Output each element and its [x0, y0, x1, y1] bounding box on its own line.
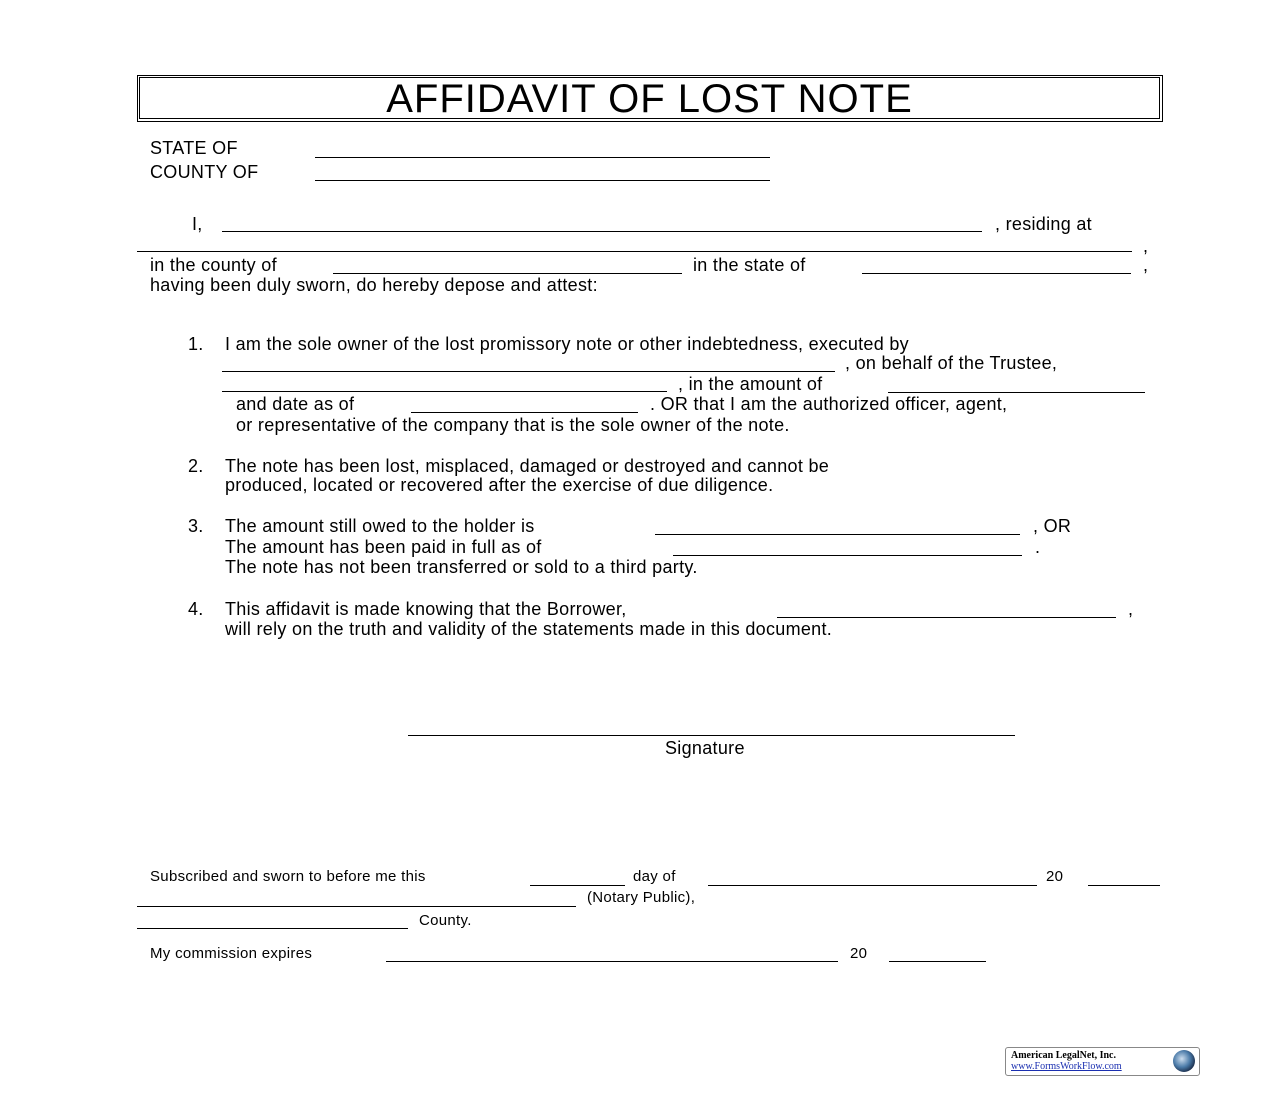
item1-text: . OR that I am the authorized officer, agent,: [650, 394, 1008, 414]
county-label: COUNTY OF: [150, 162, 259, 182]
day-of-label: day of: [633, 868, 676, 885]
notary-name-field[interactable]: [137, 906, 576, 907]
year-field[interactable]: [1088, 885, 1160, 886]
signature-label: Signature: [665, 738, 745, 758]
address-field[interactable]: [137, 251, 1132, 252]
i-label: I,: [192, 214, 203, 234]
commission-date-field[interactable]: [386, 961, 838, 962]
item3-text: The amount still owed to the holder is: [225, 516, 535, 536]
county-field[interactable]: [315, 180, 770, 181]
county-label: County.: [419, 912, 472, 929]
year-prefix: 20: [850, 945, 868, 962]
notary-public-label: (Notary Public),: [587, 889, 696, 906]
logo-company: American LegalNet, Inc.: [1011, 1050, 1116, 1061]
comma: ,: [1143, 236, 1149, 256]
paid-date-field[interactable]: [673, 555, 1022, 556]
item-number: 1.: [188, 334, 204, 354]
notary-county-field[interactable]: [137, 928, 408, 929]
item1-text: or representative of the company that is the sole owner of the note.: [236, 415, 790, 435]
executed-by-field[interactable]: [222, 371, 835, 372]
item3-text: , OR: [1033, 516, 1072, 536]
state-of-label: in the state of: [693, 255, 806, 275]
commission-year-field[interactable]: [889, 961, 986, 962]
state-label: STATE OF: [150, 138, 238, 158]
item4-text: will rely on the truth and validity of the statements made in this document.: [225, 619, 833, 639]
county-of-label: in the county of: [150, 255, 277, 275]
item3-text: .: [1035, 537, 1041, 557]
item3-text: The amount has been paid in full as of: [225, 537, 542, 557]
borrower-field[interactable]: [777, 617, 1116, 618]
trustee-field[interactable]: [222, 391, 667, 392]
commission-label: My commission expires: [150, 945, 313, 962]
amount-field[interactable]: [888, 392, 1145, 393]
subscribed-text: Subscribed and sworn to before me this: [150, 868, 426, 885]
american-legalnet-logo[interactable]: [1005, 1047, 1200, 1076]
item1-text: , in the amount of: [678, 374, 823, 394]
amount-owed-field[interactable]: [655, 534, 1020, 535]
item1-text: , on behalf of the Trustee,: [845, 353, 1058, 373]
item-number: 3.: [188, 516, 204, 536]
sworn-text: having been duly sworn, do hereby depose and attest:: [150, 275, 598, 295]
residing-at-label: , residing at: [995, 214, 1092, 234]
item2-text: produced, located or recovered after the exercise of due diligence.: [225, 475, 774, 495]
state-field[interactable]: [315, 157, 770, 158]
item-number: 4.: [188, 599, 204, 619]
item-number: 2.: [188, 456, 204, 476]
signature-field[interactable]: [408, 735, 1015, 736]
item2-text: The note has been lost, misplaced, damaged or destroyed and cannot be: [225, 456, 830, 476]
logo-url[interactable]: www.FormsWorkFlow.com: [1011, 1061, 1122, 1072]
title-box: [137, 75, 1163, 122]
affiant-name-field[interactable]: [222, 231, 982, 232]
comma: ,: [1143, 255, 1149, 275]
item3-text: The note has not been transferred or sold to a third party.: [225, 557, 698, 577]
month-field[interactable]: [708, 885, 1037, 886]
item4-text: ,: [1128, 599, 1134, 619]
item1-text: I am the sole owner of the lost promissory note or other indebtedness, executed by: [225, 334, 909, 354]
residence-county-field[interactable]: [333, 273, 682, 274]
note-date-field[interactable]: [411, 412, 638, 413]
day-field[interactable]: [530, 885, 625, 886]
document-title: AFFIDAVIT OF LOST NOTE: [386, 77, 913, 121]
item4-text: This affidavit is made knowing that the Borrower,: [225, 599, 627, 619]
residence-state-field[interactable]: [862, 273, 1131, 274]
item1-text: and date as of: [236, 394, 355, 414]
globe-icon: [1173, 1050, 1195, 1072]
year-prefix: 20: [1046, 868, 1064, 885]
